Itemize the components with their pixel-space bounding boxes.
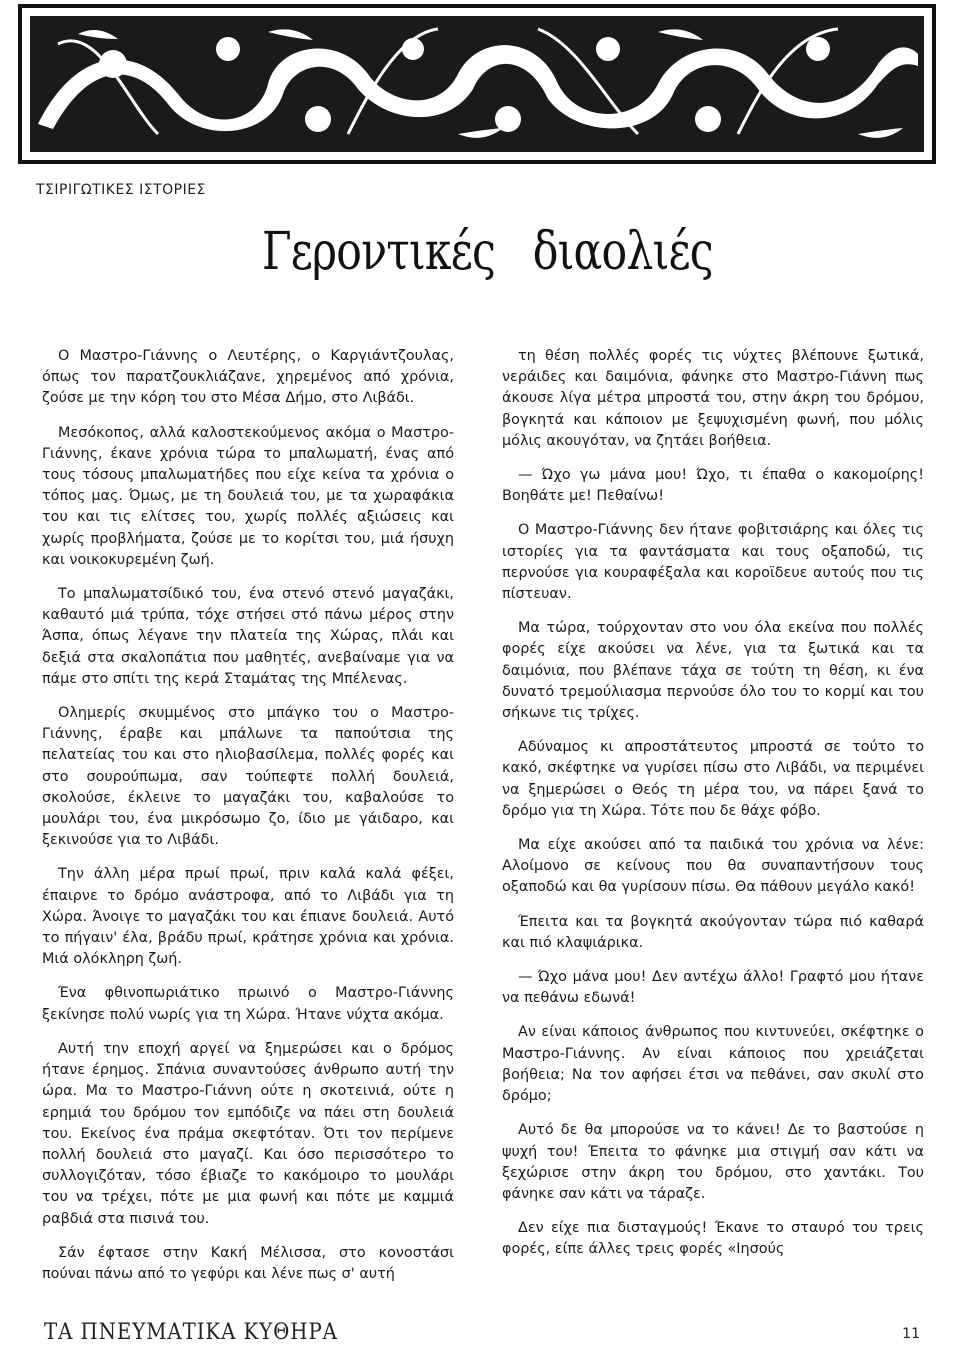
paragraph: Μεσόκοπος, αλλά καλοστεκούμενος ακόμα ο Μαστρο-Γιάννης, έκανε χρόνια τώρα το μπαλωματή, ένας από τους τόσους μπαλωματήδες που είχε κείνα τα χρόνια ο τόπος μας. Όμως, με τη δουλειά του, με τα χωραφάκια του και τις ελίτσες του, χωρίς πολλές αξιώσεις και χωρίς προβλήματα, ζούσε με το κορίτσι του, μιά ήσυχη και νοικοκυρεμένη ζωή. [42,424,454,568]
paragraph: Την άλλη μέρα πρωί πρωί, πριν καλά καλά φέξει, έπαιρνε το δρόμο ανάστροφα, από το Λιβάδι για τη Χώρα. Άνοιγε το μαγαζάκι του και έπιανε δουλειά. Αυτό το πήγαιν' έλα, βράδυ πρωί, κράτησε χρόνια και χρόνια. Μιά ολόκληρη ζωή. [42,866,454,968]
left-column [42,346,454,1298]
title-word-2: διαολιές [532,222,713,282]
paragraph: Ένα φθινοπωριάτικο πρωινό ο Μαστρο-Γιάννης ξεκίνησε πολύ νωρίς για τη Χώρα. Ήτανε νύχτα ακόμα. [42,985,454,1023]
paragraph: — Ώχο γω μάνα μου! Ώχο, τι έπαθα ο κακομοίρης! Βοηθάτε με! Πεθαίνω! [502,467,924,505]
paragraph: Το μπαλωματσίδικό του, ένα στενό στενό μαγαζάκι, καθαυτό μιά τρύπα, τόχε στήσει στό πάνω μέρος στην Άσπα, όπως λέγανε την πλατεία της Χώρας, πλάι και δεξιά στα σκαλοπάτια που μαθητές, ανεβαίναμε για να πάμε στο σπίτι της κερά Σταμάτας της Μπέλενας. [42,586,454,687]
paragraph: Δεν είχε πια δισταγμούς! Έκανε το σταυρό του τρεις φορές, είπε άλλες τρεις φορές «Ιησούς [502,1220,924,1258]
paragraph: Μα είχε ακούσει από τα παιδικά του χρόνια να λένε: Αλοίμονο σε κείνους που θα συναπαντήσουν τους οξαποδώ και θα γυρίσουν πίσω. Θα πάθουν μεγάλο κακό! [502,837,924,896]
paragraph: Αυτή την εποχή αργεί να ξημερώσει και ο δρόμος ήτανε έρημος. Σπάνια συναντούσες άνθρωπο αυτή την ώρα. Μα το Μαστρο-Γιάννη ούτε η σκοτεινιά, ούτε η ερημιά του δρόμου τον εμπόδιζε να πάει στη δουλειά του. Εκείνος ένα πράμα σκεφτόταν. Ότι τον περίμενε πολλή δουλειά στο μαγαζί. Και όσο περισσότερο το συλλογιζόταν, τόσο έβιαζε το κακόμοιρο το μουλάρι του να τρέχει, πότε με μια φωνή και πότε με καμμιά ραβδιά στα πισινά του. [42,1040,454,1227]
paragraph: Αδύναμος κι απροστάτευτος μπροστά σε τούτο το κακό, σκέφτηκε να γυρίσει πίσω στο Λιβάδι, να περιμένει να ξημερώσει ο Θεός τη μέρα του, να πάρει ξανά το δρόμο για τη Χώρα. Τότε που δε θάχε φόβο. [502,739,924,819]
paragraph: Ο Μαστρο-Γιάννης δεν ήτανε φοβιτσιάρης και όλες τις ιστορίες για τα φαντάσματα και τους οξαποδώ, τις περνούσε για κουραφέξαλα και κοροϊδευε αυτούς που τις πίστευαν. [502,522,924,603]
section-label: ΤΣΙΡΙΓΩΤΙΚΕΣ ΙΣΤΟΡΙΕΣ [36,182,206,198]
paragraph: Αυτό δε θα μπορούσε να το κάνει! Δε το βαστούσε η ψυχή του! Έπειτα το φάνηκε μια στιγμή σαν κάτι να ξεχώρισε στην άκρη του δρόμου, στο χαντάκι. Του φάνηκε σαν κάτι να τάραζε. [502,1122,924,1202]
paragraph: Ολημερίς σκυμμένος στο μπάγκο του ο Μαστρο-Γιάννης, έραβε και μπάλωνε τα παπούτσια της πελατείας του και στο ηλιοβασίλεμα, πολλές φορές και στο σουρούπωμα, σαν τούπεφτε πολλή δουλειά, σκολούσε, έκλεινε το μαγαζάκι του, καβαλούσε το μουλάρι του, ένα μικρόσωμο ζο, ίδιο με γάιδαρο, και ξεκινούσε για το Λιβάδι. [42,705,454,849]
paragraph: Μα τώρα, τούρχονταν στο νου όλα εκείνα που πολλές φορές είχε ακούσει να λένε, για τα ξωτικά και τα δαιμόνια, που βλέπανε τάχα σε τούτη τη θέση, κι ένα δυνατό τρεμούλιασμα περνούσε όλο του το κορμί και του σήκωνε τις τρίχες. [502,620,924,722]
paragraph: Ο Μαστρο-Γιάννης ο Λευτέρης, ο Καργιάντζουλας, όπως τον παρατζουκλιάζανε, χηρεμένος από χρόνια, ζούσε με την κόρη του στο Μέσα Δήμο, στο Λιβάδι. [42,348,454,407]
paragraph: Αν είναι κάποιος άνθρωπος που κιντυνεύει, σκέφτηκε ο Μαστρο-Γιάννης. Αν είναι κάποιος που χρειάζεται βοήθεια; Να τον αφήσει έτσι να πεθάνει, σαν σκυλί στο δρόμο; [502,1024,924,1105]
paragraph: τη θέση πολλές φορές τις νύχτες βλέπουνε ξωτικά, νεράιδες και δαιμόνια, φάνηκε στο Μαστρο-Γιάννη πως άκουσε λίγα μέτρα μπροστά του, στην άκρη του δρόμου, βογκητά και κάποιον με ξεψυχισμένη φωνή, που μόλις μόλις ακουγόταν, να ζητάει βοήθεια. [502,348,924,449]
paragraph: Σάν έφτασε στην Κακή Μέλισσα, στο κονοστάσι πούναι πάνω από το γεφύρι και λένε πως σ' αυτή [42,1244,454,1282]
title-word-1: Γεροντικές [262,222,496,282]
page-number: 11 [902,1326,920,1342]
paragraph: — Ώχο μάνα μου! Δεν αντέχω άλλο! Γραφτό μου ήτανε να πεθάνω εδωνά! [502,969,924,1007]
paragraph: Έπειτα και τα βογκητά ακούγονταν τώρα πιό καθαρά και πιό κλαψιάρικα. [502,913,924,951]
right-column [502,346,924,1274]
article-title [262,222,713,282]
magazine-footer: ΤΑ ΠΝΕΥΜΑΤΙΚΑ ΚΥΘΗΡΑ [44,1320,338,1345]
decorative-banner [18,4,936,164]
